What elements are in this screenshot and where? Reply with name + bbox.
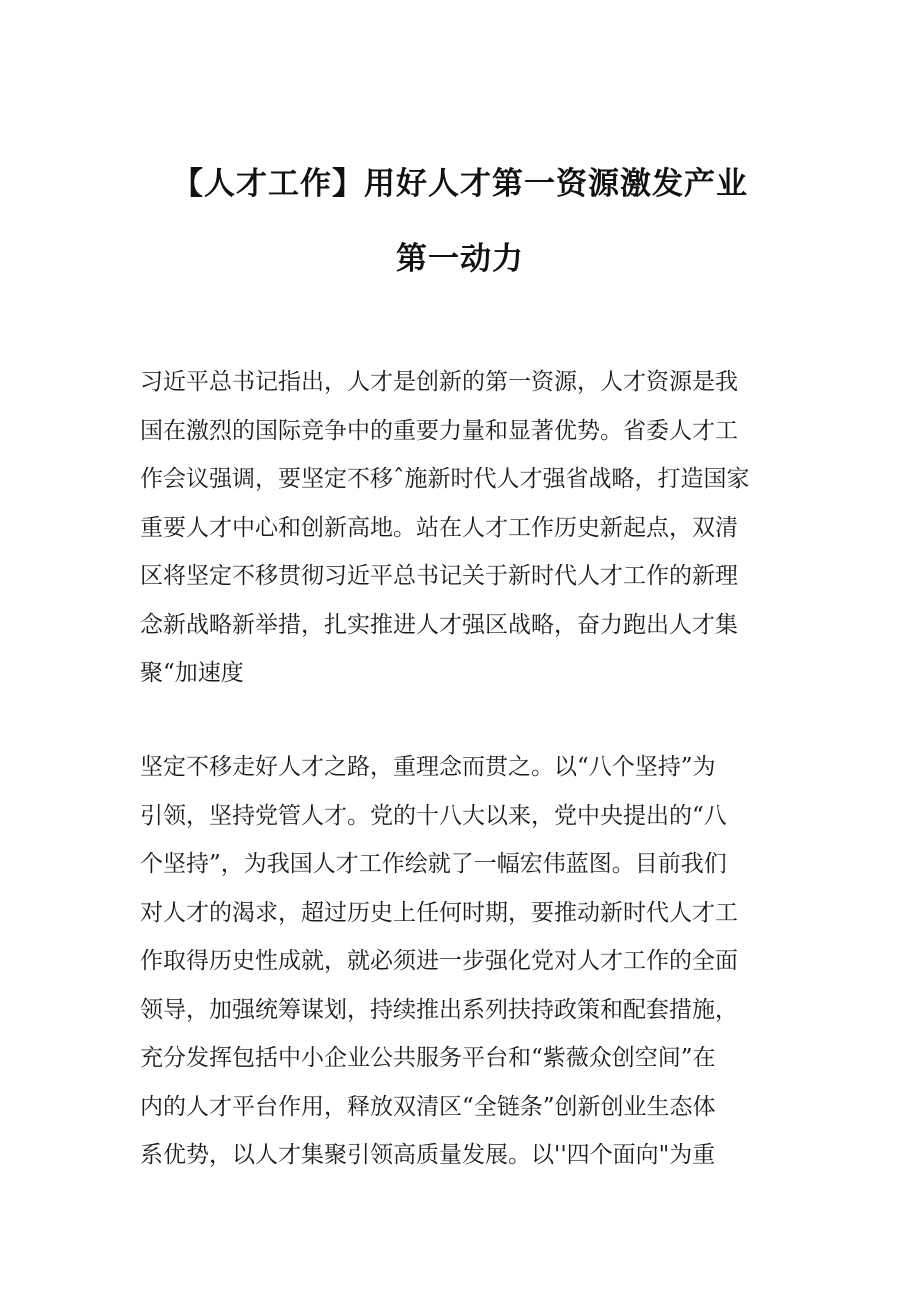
paragraph-line: 国在激烈的国际竞争中的重要力量和显著优势。省委人才工 — [140, 417, 738, 444]
paragraph-line: 引领，坚持党管人才。党的十八大以来，党中央提出的“八 — [140, 802, 727, 829]
paragraph-1 — [140, 358, 790, 698]
document-title-line-1: 【人才工作】用好人才第一资源激发产业 — [172, 166, 748, 202]
paragraph-line: 作取得历史性成就，就必须进一步强化党对人才工作的全面 — [140, 948, 738, 974]
paragraph-line: 对人才的渴求，超过历史上任何时期，要推动新时代人才工 — [140, 899, 738, 926]
paragraph-line: 充分发挥包括中小企业公共服务平台和“紫薇众创空间”在 — [140, 1045, 716, 1071]
paragraph-line: 区将坚定不移贯彻习近平总书记关于新时代人才工作的新理 — [140, 563, 738, 589]
paragraph-line: 领导，加强统筹谋划，持续推出系列扶持政策和配套措施， — [140, 996, 738, 1023]
paragraph-line: 习近平总书记指出，人才是创新的第一资源，人才资源是我 — [140, 369, 738, 395]
paragraph-line: 聚“加速度 — [140, 660, 244, 686]
paragraph-line: 坚定不移走好人才之路，重理念而贯之。以“八个坚持”为 — [140, 754, 716, 780]
paragraph-line: 系优势，以人才集聚引领高质量发展。以''四个面向"为重 — [140, 1142, 716, 1168]
paragraph-line: 重要人才中心和创新高地。站在人才工作历史新起点，双清 — [140, 514, 738, 541]
paragraph-line: 内的人才平台作用，释放双清区“全链条”创新创业生态体 — [140, 1093, 716, 1120]
document-title-line-2: 第一动力 — [396, 241, 524, 277]
paragraph-line: 念新战略新举措，扎实推进人才强区战略，奋力跑出人才集 — [140, 611, 738, 638]
paragraph-line: 个坚持”，为我国人才工作绘就了一幅宏伟蓝图。目前我们 — [140, 851, 727, 877]
paragraph-2 — [140, 743, 790, 1180]
paragraph-line: 作会议强调，要坚定不移ˆ施新时代人才强省战略，打造国家 — [140, 466, 750, 492]
